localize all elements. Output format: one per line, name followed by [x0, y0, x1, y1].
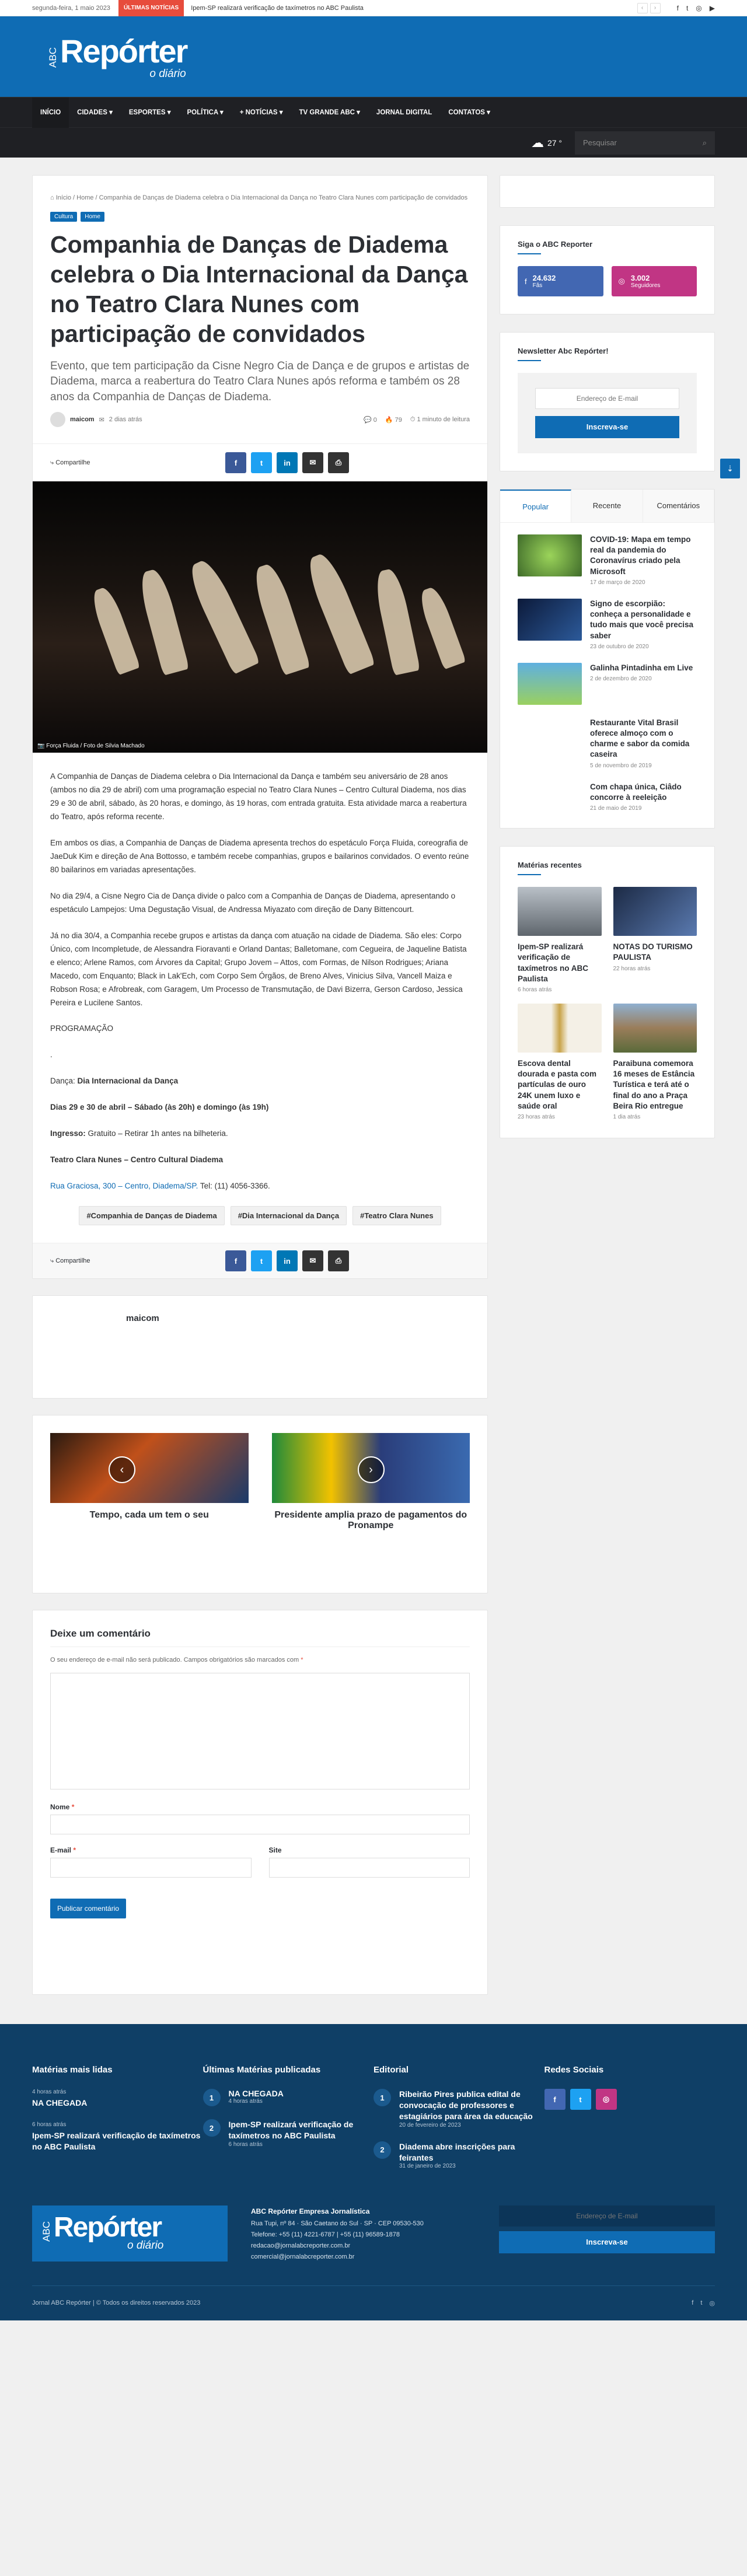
recent-widget [500, 846, 715, 1138]
share-bar-top [33, 443, 487, 481]
footer-post[interactable]: 1 NA CHEGADA 4 horas atrás [203, 2089, 374, 2106]
author-box [32, 1295, 488, 1399]
logo-sub: o diário [149, 68, 186, 80]
list-item[interactable]: Galinha Pintadinha em Live 2 de dezembro de 2020 [518, 663, 697, 705]
search-input[interactable] [575, 131, 715, 155]
search-icon[interactable]: ⌕ [702, 138, 707, 147]
footer-newsletter [499, 2205, 715, 2253]
instagram-follow-button[interactable]: ◎ 3.002 Seguidores [612, 266, 697, 296]
facebook-icon[interactable]: f [544, 2089, 566, 2110]
comment-textarea[interactable] [50, 1673, 470, 1789]
tab-comentarios[interactable]: Comentários [643, 490, 714, 522]
instagram-icon: ◎ [618, 277, 625, 285]
image-caption: 📷 Força Fluida / Foto de Silvia Machado [37, 743, 145, 750]
address-link[interactable]: Rua Graciosa, 300 – Centro, Diadema/SP. [50, 1182, 198, 1191]
instagram-icon[interactable]: ◎ [709, 2299, 715, 2307]
date-text: segunda-feira, 1 maio 2023 [32, 4, 110, 12]
instagram-icon[interactable]: ◎ [596, 2089, 617, 2110]
email-icon[interactable]: ✉ [99, 416, 104, 424]
related-title[interactable]: Presidente amplia prazo de pagamentos do Pronampe [274, 1510, 467, 1530]
footer-latest: Últimas Matérias publicadas 1 NA CHEGADA 4 horas atrás 2 Ipem-SP realizará verificação de taxímetros no ABC Paulista 6 horas atrás [203, 2065, 374, 2182]
site-field[interactable] [269, 1858, 470, 1878]
logo-abc: ABC [47, 47, 58, 68]
share-linkedin-button[interactable]: in [277, 452, 298, 473]
list-item[interactable]: Restaurante Vital Brasil oferece almoço com o charme e sabor da comida caseira 5 de novembro de 2019 [590, 718, 690, 769]
article-meta [50, 412, 470, 427]
related-posts [32, 1415, 488, 1593]
instagram-icon[interactable]: ◎ [696, 4, 702, 12]
print-button[interactable]: ⎙ [328, 452, 349, 473]
sub-bar [0, 127, 747, 158]
share-bar-bottom [33, 1243, 487, 1278]
main-nav [0, 97, 747, 127]
programacao-heading: PROGRAMAÇÃO [50, 1024, 114, 1033]
tag-home[interactable]: Home [81, 212, 104, 222]
tag-cultura[interactable]: Cultura [50, 212, 77, 222]
facebook-follow-button[interactable]: f 24.632 Fãs [518, 266, 603, 296]
dot-line: . [50, 1050, 53, 1060]
related-title[interactable]: Tempo, cada um tem o seu [89, 1510, 209, 1520]
share-twitter-button[interactable]: t [251, 1250, 272, 1271]
list-item[interactable]: COVID-19: Mapa em tempo real da pandemia do Coronavírus criado pela Microsoft 17 de março de 2020 [518, 534, 697, 586]
site-logo[interactable] [47, 33, 747, 80]
copyright-text: Jornal ABC Repórter | © Todos os direitos reservados 2023 [32, 2299, 201, 2307]
ingresso-line: Ingresso: Gratuito – Retirar 1h antes na bilheteria. [50, 1129, 228, 1138]
ticker-prev-button[interactable]: ‹ [637, 3, 648, 13]
dias-line: Dias 29 e 30 de abril – Sábado (às 20h) e domingo (às 19h) [50, 1103, 269, 1112]
news-ticker-link[interactable]: Ipem-SP realizará verificação de taxímetros no ABC Paulista [191, 4, 364, 12]
sidebar [500, 175, 715, 1995]
post-time: 2 dias atrás [109, 416, 142, 424]
footer-social: Redes Sociais f t ◎ [544, 2065, 715, 2182]
scroll-top-button[interactable]: ⇣ [720, 459, 740, 478]
article [32, 175, 488, 1279]
read-time: ⏱ 1 minuto de leitura [410, 415, 470, 423]
name-label: Nome * [50, 1803, 75, 1811]
share-facebook-button[interactable]: f [225, 452, 246, 473]
name-field[interactable] [50, 1815, 470, 1834]
teatro-line: Teatro Clara Nunes – Centro Cultural Diadema [50, 1155, 224, 1165]
related-item[interactable] [50, 1433, 249, 1575]
share-label: ⤷ Compartilhe [50, 1257, 90, 1264]
paragraph-1: A Companhia de Danças de Diadema celebra o Dia Internacional da Dança e também seu aniversário de 28 anos (ambos no dia 29 de abril) com uma programação especial no Teatro Clara Nunes – Centro Cultural Diadema, nos dias 29 e 30 de abril, sábado, às 20 horas, e domingo, às 19 horas, com entrada gratuita. Esta atividade marca a reabertura do Teatro, após reforma recente. [50, 772, 467, 822]
comments-count[interactable]: 💬 0 [363, 416, 377, 424]
site-header [0, 16, 747, 97]
footer-post[interactable]: 2 Ipem-SP realizará verificação de taxímetros no ABC Paulista 6 horas atrás [203, 2119, 374, 2148]
recent-item[interactable]: Escova dental dourada e pasta com partículas de ouro 24K unem luxo e saúde oral 23 horas atrás [518, 1004, 602, 1120]
comment-note: O seu endereço de e-mail não será publicado. Campos obrigatórios são marcados com * [50, 1656, 303, 1663]
email-label: E-mail * [50, 1846, 76, 1854]
facebook-icon: f [525, 277, 527, 286]
featured-image [33, 481, 487, 753]
twitter-icon[interactable]: t [686, 4, 689, 12]
post-tag[interactable]: #Dia Internacional da Dança [231, 1206, 347, 1225]
share-linkedin-button[interactable]: in [277, 1250, 298, 1271]
nav-item-cidades[interactable]: CIDADES ▾ [77, 109, 113, 116]
carousel-next-button[interactable]: › [358, 1456, 385, 1483]
footer-post[interactable]: 2 Diadema abre inscrições para feirantes 31 de janeiro de 2023 [374, 2141, 544, 2170]
youtube-icon[interactable]: ▶ [709, 4, 715, 12]
share-facebook-button[interactable]: f [225, 1250, 246, 1271]
share-email-button[interactable]: ✉ [302, 1250, 323, 1271]
article-body [50, 753, 470, 1193]
breadcrumb[interactable]: ⌂ Início / Home / Companhia de Danças de Diadema celebra o Dia Internacional da Dança no Teatro Clara Nunes com participação de convidados [50, 194, 468, 201]
footer-post[interactable]: 6 horas atrás Ipem-SP realizará verificação de taxímetros no ABC Paulista [32, 2121, 201, 2151]
twitter-icon[interactable]: t [570, 2089, 591, 2110]
footer-logo[interactable]: ABC Repórter o diário [32, 2205, 228, 2262]
footer-post[interactable]: 4 horas atrás NA CHEGADA [32, 2089, 88, 2107]
recent-item[interactable]: NOTAS DO TURISMO PAULISTA 22 horas atrás [613, 887, 697, 993]
share-label: ⤷ Compartilhe [50, 459, 90, 466]
newsletter-email-field[interactable] [535, 388, 679, 409]
recent-item[interactable]: Ipem-SP realizará verificação de taxímetros no ABC Paulista 6 horas atrás [518, 887, 602, 993]
print-button[interactable]: ⎙ [328, 1250, 349, 1271]
paragraph-4: Já no dia 30/4, a Companhia recebe grupos e artistas da dança com atuação na cidade de Diadema. São eles: Corpo Único, com Incompletude, de Alessandra Fioravanti e Orland Dantas; Balletomane, com Cegueira, de Jaqueline Batista e elenco; Arlene Ramos, com Árvores da Capital; Grupo Jovem – Attos, com Formas, de Nilson Rodrigues; Ariana Macedo, com Enquanto; Black in Lak'Ech, com Corpo Sem Órgãos, de Breno Alves, Vinicius Silva, Vancell Maiza e Robson Rosa; e Afrobreak, com Garagem, Um Processo de Transmutação, de Davi Bizerra, Gerson Cardoso, Jessica Pereira e Lucilene Santos. [50, 931, 467, 1007]
weather-widget [531, 135, 562, 151]
paragraph-2: Em ambos os dias, a Companhia de Danças de Diadema apresenta trechos do espetáculo Força Fluida, coreografia de JaeDuk Kim e direção de Ana Bottosso, e também recebe companhias, grupos e bailarinos convidados. O evento reúne 80 bailarinos em variadas apresentações. [50, 838, 469, 874]
list-item[interactable]: Signo de escorpião: conheça a personalidade e tudo mais que você precisa saber 23 de outubro de 2020 [518, 599, 697, 650]
sidebar-ad [500, 175, 715, 208]
comment-title: Deixe um comentário [50, 1628, 470, 1647]
nav-item-inicio[interactable]: INÍCIO [32, 97, 69, 128]
share-twitter-button[interactable]: t [251, 452, 272, 473]
search-placeholder: Pesquisar [583, 138, 617, 147]
footer-address: ABC Repórter Empresa Jornalística Rua Tupi, nº 84 · São Caetano do Sul · SP · CEP 09530-530 Telefone: +55 (11) 4221-6787 | +55 (11) 96589-1878 redacao@jornalabcreporter.com.br comercial@jornalabcreporter.com.br [251, 2207, 424, 2261]
recent-title: Matérias recentes [500, 847, 714, 875]
footer-post[interactable]: 1 Ribeirão Pires publica edital de convocação de professores e estagiários para área da educação 20 de fevereiro de 2023 [374, 2089, 544, 2128]
newsletter-widget [500, 332, 715, 471]
nav-item-tv[interactable]: TV GRANDE ABC ▾ [299, 109, 360, 116]
submit-comment-button[interactable]: Publicar comentário [50, 1899, 126, 1918]
paragraph-3: No dia 29/4, a Cisne Negro Cia de Dança divide o palco com a Companhia de Danças de Diadema, apresentando o espetáculo Lampejos: Uma Degustação Visual, de Andressa Miyazato com direção de Dany Bittencourt. [50, 891, 456, 914]
facebook-icon[interactable]: f [676, 4, 679, 12]
site-label: Site [268, 1846, 282, 1854]
list-item[interactable]: Com chapa única, Ciâdo concorre à reeleição 21 de maio de 2019 [590, 782, 682, 812]
email-field[interactable] [50, 1858, 252, 1878]
nav-item-contatos[interactable]: CONTATOS ▾ [448, 109, 490, 116]
post-tag[interactable]: #Teatro Clara Nunes [352, 1206, 441, 1225]
tab-recente[interactable]: Recente [571, 490, 643, 522]
post-tag[interactable]: #Companhia de Danças de Diadema [79, 1206, 224, 1225]
main-column [32, 175, 488, 1995]
twitter-icon[interactable]: t [700, 2299, 703, 2306]
footer-subscribe-button[interactable]: Inscreva-se [499, 2231, 715, 2253]
follow-title: Siga o ABC Reporter [500, 226, 714, 254]
newsletter-title: Newsletter Abc Repórter! [518, 347, 697, 361]
danca-line: Dança: Dia Internacional da Dança [50, 1076, 179, 1086]
related-item[interactable] [272, 1433, 470, 1575]
comment-form [32, 1610, 488, 1995]
address-line: Rua Graciosa, 300 – Centro, Diadema/SP. Tel: (11) 4056-3366. [50, 1182, 270, 1191]
copyright-bar [32, 2285, 715, 2320]
avatar[interactable] [50, 412, 65, 427]
footer-email-field[interactable] [499, 2205, 715, 2227]
author-name[interactable]: maicom [126, 1313, 159, 1323]
cloud-icon: ☁ [530, 135, 544, 150]
recent-item[interactable]: Paraibuna comemora 16 meses de Estância Turística e terá até o final do ano a Praça Beira Rio entregue 1 dia atrás [613, 1004, 697, 1120]
weather-temp: 27 ° [547, 138, 562, 148]
page-title: Companhia de Danças de Diadema celebra o Dia Internacional da Dança no Teatro Clara Nunes com participação de convidados [50, 230, 468, 348]
nav-item-jornal[interactable]: JORNAL DIGITAL [376, 109, 432, 116]
share-email-button[interactable]: ✉ [302, 452, 323, 473]
top-bar [0, 0, 747, 16]
nav-item-politica[interactable]: POLÍTICA ▾ [187, 109, 224, 116]
ticker-next-button[interactable]: › [650, 3, 661, 13]
footer-most-read: Matérias mais lidas 4 horas atrás NA CHEGADA 6 horas atrás Ipem-SP realizará verificação de taxímetros no ABC Paulista [32, 2065, 203, 2182]
article-lead: Evento, que tem participação da Cisne Negro Cia de Dança e de grupos e artistas de Diadema, marca a reabertura do Teatro Clara Nunes após reforma e também os 28 anos da Companhia de Danças de Diadema. [50, 359, 470, 403]
nav-item-noticias[interactable]: + NOTÍCIAS ▾ [239, 109, 283, 116]
tabs-widget [500, 489, 715, 829]
nav-item-esportes[interactable]: ESPORTES ▾ [128, 109, 171, 116]
site-footer [0, 2024, 747, 2320]
logo-name: Repórter [60, 33, 187, 69]
post-tags [74, 1206, 446, 1225]
views-count: 🔥 79 [385, 416, 402, 424]
author-link[interactable]: maicom [70, 416, 95, 424]
footer-editorial: Editorial 1 Ribeirão Pires publica edital de convocação de professores e estagiários para área da educação 20 de fevereiro de 2023 2 Diadema abre inscrições para feirantes 31 de janeiro de 2023 [374, 2065, 544, 2182]
follow-widget [500, 225, 715, 314]
carousel-prev-button[interactable]: ‹ [109, 1456, 135, 1483]
newsletter-subscribe-button[interactable]: Inscreva-se [535, 416, 679, 438]
breaking-news-label: ÚLTIMAS NOTÍCIAS [118, 0, 184, 16]
facebook-icon[interactable]: f [692, 2299, 694, 2306]
tab-popular[interactable]: Popular [500, 490, 571, 522]
